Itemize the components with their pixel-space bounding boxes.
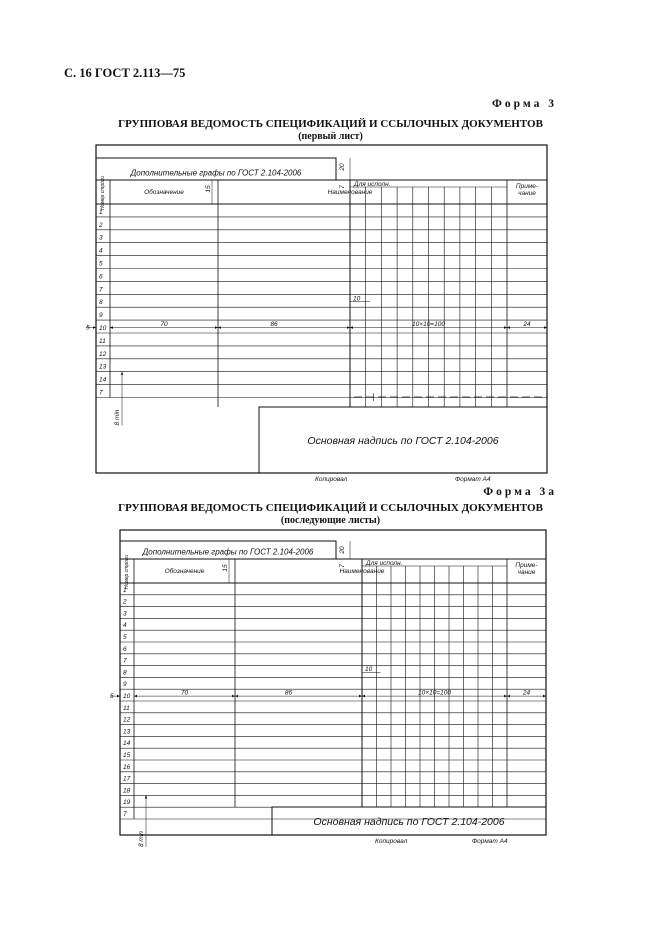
row-number: 19	[123, 799, 131, 807]
form2-label: Форма 3а	[483, 486, 557, 498]
dim-10-label: 10	[365, 666, 373, 673]
extra-columns-label: Дополнительные графы по ГОСТ 2.104-2006	[142, 547, 314, 557]
row-number: 13	[99, 363, 107, 371]
form1-label: Форма 3	[492, 98, 557, 110]
row-number: 9	[99, 312, 103, 320]
dim-70-label: 70	[180, 689, 189, 697]
format-label: Формат А4	[455, 476, 491, 483]
dimension-arrow	[235, 695, 238, 698]
header-row-number: Номер строки	[124, 554, 130, 590]
dim-7-top-label: 7	[339, 564, 346, 568]
dim-24-label: 24	[522, 689, 531, 697]
header-note: Приме-	[515, 562, 538, 569]
header-name: Наименование	[339, 568, 385, 575]
row-number: 5	[99, 260, 103, 268]
row-number: 3	[99, 234, 103, 242]
copied-label: Копировал	[315, 476, 348, 483]
row-number: 7	[123, 657, 127, 665]
row-number: 10	[99, 325, 107, 332]
header-note-cont: чание	[517, 569, 536, 576]
outer-frame	[120, 530, 546, 835]
dim-86-label: 86	[284, 689, 293, 697]
row-number: 5	[123, 634, 127, 641]
dim-10x10-label: 10×10=100	[412, 321, 445, 329]
row-number: 11	[123, 704, 130, 712]
dimension-arrow	[134, 695, 137, 698]
row-number: 7	[99, 389, 103, 397]
row-number: 14	[123, 740, 131, 748]
form1-title: ГРУППОВАЯ ВЕДОМОСТЬ СПЕЦИФИКАЦИЙ И ССЫЛОЧНЫХ ДОКУМЕНТОВ	[118, 118, 543, 130]
form2-subtitle: (последующие листы)	[280, 515, 381, 526]
header-note-cont: чание	[518, 190, 536, 197]
row-number: 16	[123, 763, 131, 771]
row-number: 8	[123, 669, 127, 677]
dim-20-label: 20	[339, 163, 346, 171]
header-name: Наименование	[327, 189, 373, 196]
row-number: 7	[99, 286, 103, 294]
row-number: 18	[123, 787, 131, 795]
row-number: 12	[123, 716, 131, 724]
dim-24-label: 24	[523, 321, 531, 329]
row-number: 9	[123, 681, 127, 689]
dim-10x10-label: 10×10=100	[418, 689, 451, 697]
dimension-arrow	[145, 795, 148, 798]
row-number: 1	[99, 208, 103, 216]
dim-10-label: 10	[353, 295, 361, 303]
row-number: 13	[123, 728, 131, 736]
dimension-arrow	[232, 695, 235, 698]
dim-8min-label: 8 min	[114, 409, 121, 426]
row-number: 11	[99, 337, 106, 345]
form2-title: ГРУППОВАЯ ВЕДОМОСТЬ СПЕЦИФИКАЦИЙ И ССЫЛОЧНЫХ ДОКУМЕНТОВ	[118, 502, 543, 514]
header-for-execution: Для исполн.	[354, 181, 391, 188]
dim-5-label: 5	[110, 693, 114, 701]
main-inscription-label: Основная надпись по ГОСТ 2.104-2006	[313, 816, 505, 828]
header-note: Приме-	[515, 183, 539, 190]
header-designation: Обозначение	[144, 189, 184, 196]
row-number: 6	[99, 273, 103, 281]
dim-8min-label: 8 min	[138, 831, 145, 847]
extra-columns-label: Дополнительные графы по ГОСТ 2.104-2006	[130, 168, 302, 178]
row-number: 1	[123, 586, 127, 594]
row-number: 8	[99, 299, 103, 307]
header-for-execution: Для исполн.	[366, 560, 403, 567]
row-number: 2	[99, 221, 103, 229]
row-number: 15	[123, 752, 131, 759]
dim-20-label: 20	[339, 546, 346, 554]
dimension-arrow	[504, 695, 507, 698]
copied-label: Копировал	[375, 838, 408, 845]
row-number: 3	[123, 610, 127, 618]
dim-7-top-label: 7	[339, 185, 346, 189]
dim-15-label: 15	[222, 564, 229, 572]
dimension-arrow	[507, 695, 510, 698]
row-number: 4	[123, 622, 127, 630]
row-number: 4	[99, 247, 103, 255]
dim-15-label: 15	[205, 185, 212, 193]
row-number: 14	[99, 376, 107, 384]
dim-70-label: 70	[160, 321, 168, 329]
dim-86-label: 86	[270, 321, 278, 329]
page-header: С. 16 ГОСТ 2.113—75	[64, 66, 186, 80]
row-number: 10	[123, 693, 131, 700]
dim-5-label: 5	[86, 324, 90, 332]
header-row-number: Номер строки	[100, 175, 106, 211]
row-number: 17	[123, 775, 131, 783]
main-inscription-label: Основная надпись по ГОСТ 2.104-2006	[307, 435, 499, 447]
row-number: 2	[123, 598, 127, 606]
header-designation: Обозначение	[164, 568, 205, 575]
row-number: 7	[123, 811, 127, 818]
row-number: 6	[123, 645, 127, 653]
format-label: Формат А4	[472, 838, 508, 845]
row-number: 12	[99, 350, 107, 358]
form1-subtitle: (первый лист)	[298, 131, 363, 142]
